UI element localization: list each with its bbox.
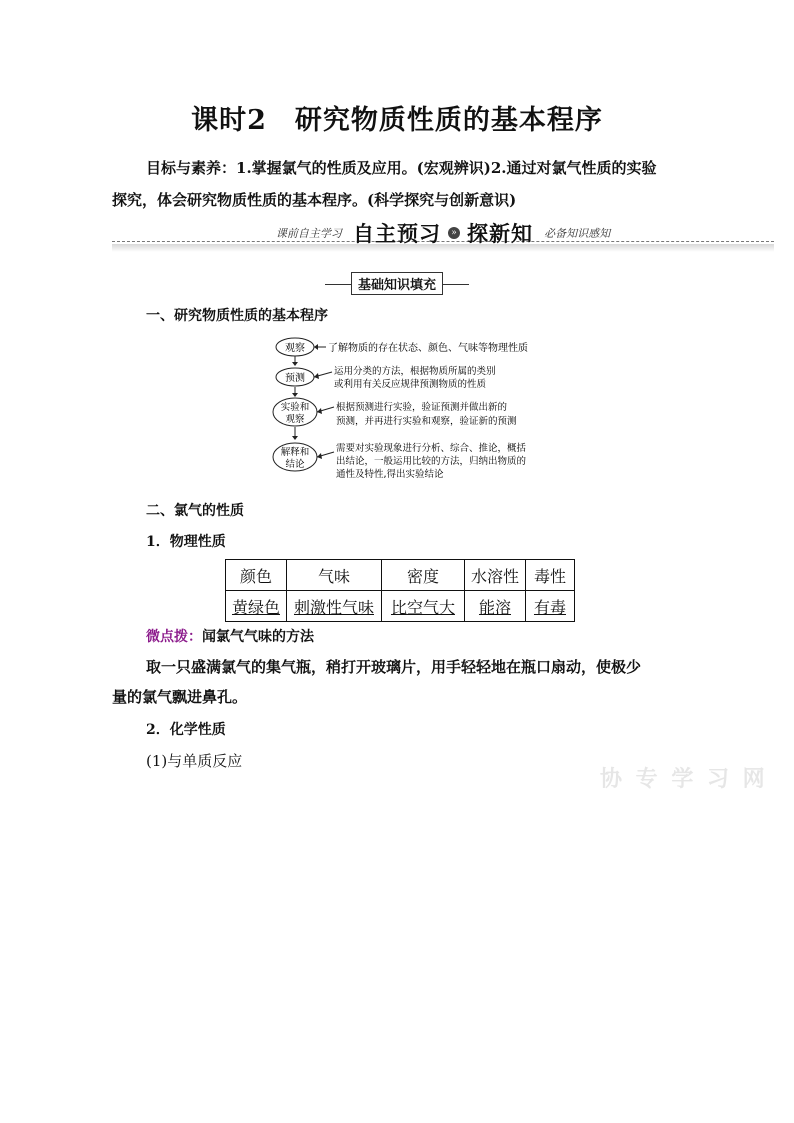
table-header-row — [226, 560, 575, 591]
banner-left-label: 课前自主学习 — [275, 227, 342, 240]
physical-properties-heading: 1．物理性质 — [146, 534, 226, 550]
step-predict-label: 预测 — [285, 373, 305, 384]
header-odor: 气味 — [287, 560, 382, 591]
header-toxicity: 毒性 — [526, 560, 575, 591]
watermark: 协 专 学 习 网 — [600, 766, 768, 792]
step-experiment-label-1: 实验和 — [280, 402, 310, 413]
table-value-row — [226, 591, 575, 622]
procedure-diagram — [270, 336, 570, 486]
banner-right-label: 必备知识感知 — [544, 227, 611, 240]
step-conclude-desc-3: 通性及特性,得出实验结论 — [336, 469, 444, 480]
step-observe-label: 观察 — [285, 343, 305, 354]
step-conclude-label-2: 结论 — [285, 459, 305, 470]
part2-heading: 二、氯气的性质 — [146, 503, 244, 519]
tip-label: 微点拨： — [146, 629, 202, 645]
section-label: 基础知识填充 — [0, 272, 794, 295]
step-conclude-desc-2: 出结论，一般运用比较的方法，归纳出物质的 — [336, 456, 527, 467]
header-color: 颜色 — [226, 560, 287, 591]
step-experiment-desc-1: 根据预测进行实验，验证预测并做出新的 — [336, 402, 508, 413]
step-experiment-label-2: 观察 — [285, 414, 305, 425]
tip-body — [112, 652, 687, 712]
section-banner — [112, 216, 774, 252]
banner-title-right: 探新知 — [467, 222, 533, 246]
step-experiment-desc-2: 预测，并再进行实验和观察，验证新的预测 — [336, 416, 517, 427]
header-density: 密度 — [382, 560, 465, 591]
arrow-icon: » — [448, 227, 460, 239]
physical-properties-table — [225, 559, 575, 622]
tip-body-line-2: 量的氯气飘进鼻孔。 — [112, 688, 248, 706]
goal-line-1: 目标与素养：1.掌握氯气的性质及应用。(宏观辨识)2.通过对氯气性质的实验 — [146, 159, 657, 177]
chemical-properties-heading: 2．化学性质 — [146, 722, 226, 738]
banner-title-left: 自主预习 — [353, 222, 441, 246]
value-density: 比空气大 — [382, 591, 465, 622]
goal-line-2: 探究，体会研究物质性质的基本程序。(科学探究与创新意识) — [112, 191, 517, 209]
step-predict-desc-1: 运用分类的方法，根据物质所属的类别 — [334, 366, 496, 377]
page-title: 课时2 研究物质性质的基本程序 — [191, 105, 603, 136]
header-solubility: 水溶性 — [465, 560, 526, 591]
tip-body-line-1: 取一只盛满氯气的集气瓶，稍打开玻璃片，用手轻轻地在瓶口扇动，使极少 — [146, 658, 642, 676]
value-toxicity: 有毒 — [526, 591, 575, 622]
tip-text: 闻氯气气味的方法 — [202, 629, 314, 645]
value-color: 黄绿色 — [226, 591, 287, 622]
step-conclude-desc-1: 需要对实验现象进行分析、综合、推论，概括 — [336, 443, 527, 454]
subsection-heading: (1)与单质反应 — [146, 752, 243, 770]
step-predict-desc-2: 或利用有关反应规律预测物质的性质 — [334, 379, 487, 390]
step-observe-desc: 了解物质的存在状态、颜色、气味等物理性质 — [328, 343, 528, 354]
part1-heading: 一、研究物质性质的基本程序 — [146, 308, 328, 324]
value-solubility: 能溶 — [465, 591, 526, 622]
step-conclude-label-1: 解释和 — [280, 447, 310, 458]
tip-heading — [146, 626, 314, 646]
learning-goals — [112, 152, 692, 216]
value-odor: 刺激性气味 — [287, 591, 382, 622]
